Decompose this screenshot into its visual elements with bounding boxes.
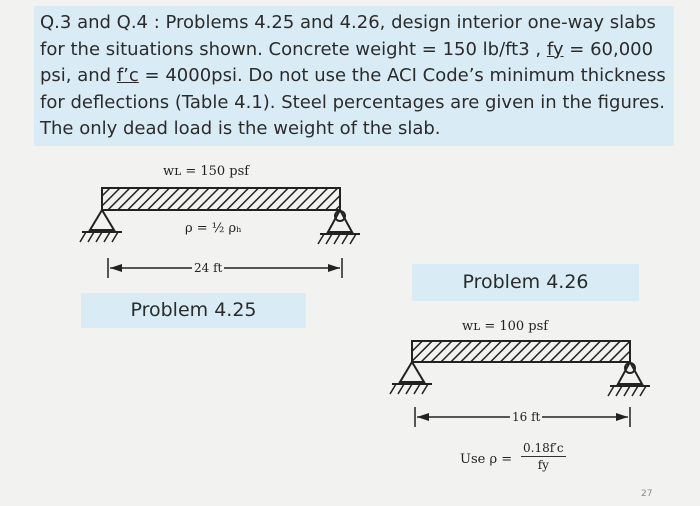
fy-label: fy xyxy=(546,38,564,60)
question-part3: = 4000psi. Do not use the ACI Code’s minimum thickness for deflections (Table 4.1). Steel percentages are given in the figures. The only dead load is the weight of the slab. xyxy=(40,65,666,139)
problem-426-label: Problem 4.26 xyxy=(462,271,589,293)
use-rho-label: Use ρ = xyxy=(460,452,513,467)
question-part1: Q.3 and Q.4 : Problems 4.25 and 4.26, design interior one-way slabs for the situations shown. Concrete weight = 150 lb/ft3 , xyxy=(40,12,656,60)
fc-label: f’c xyxy=(116,65,139,86)
rho-label-425: ρ = ½ ρₕ xyxy=(185,221,242,236)
beam-426 xyxy=(390,341,650,396)
span-label-425: 24 ft xyxy=(194,261,223,275)
fraction-numerator: 0.18f′c xyxy=(523,441,564,455)
question-part2: = 60,000 psi, and xyxy=(40,38,654,86)
fraction-denominator: fy xyxy=(537,458,549,472)
span-label-426: 16 ft xyxy=(512,410,541,424)
rho-fraction xyxy=(521,440,566,473)
dimension-425 xyxy=(108,258,342,278)
load-label-425: wʟ = 150 psf xyxy=(163,164,250,179)
problem-425-label: Problem 4.25 xyxy=(130,299,257,321)
load-label-426: wʟ = 100 psf xyxy=(462,319,549,334)
page-number: 27 xyxy=(641,489,653,499)
